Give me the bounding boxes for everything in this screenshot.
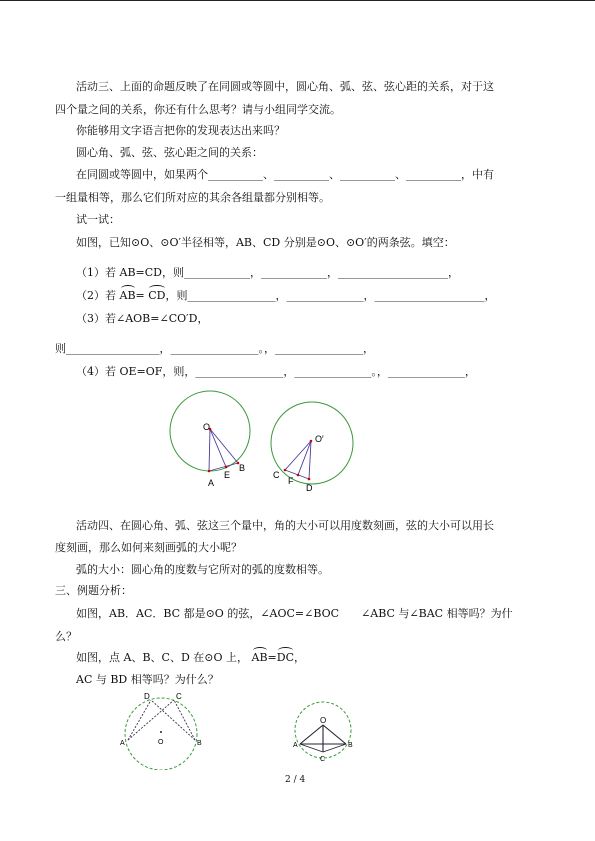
label-f: F: [288, 476, 294, 486]
try-intro: 如图，已知⊙O、⊙O′半径相等，AB、CD 分别是⊙O、⊙O′的两条弦。填空：: [76, 236, 455, 249]
page-top-border: [0, 0, 595, 1]
label-b-example: B: [197, 740, 202, 747]
activity4-line2: 度刻画，那么如何来刻画弧的大小呢？: [55, 541, 242, 554]
chord-ac: [128, 700, 174, 740]
example2-question: AC 与 BD 相等吗？为什么？: [76, 673, 219, 686]
label-d-example: D: [144, 692, 150, 701]
label-a-right: A: [293, 742, 298, 749]
chord-bc-right: [323, 744, 346, 752]
arc-ab: AB: [119, 289, 136, 302]
label-c-example: C: [176, 692, 182, 701]
arc-size-statement: 弧的大小：圆心角的度数与它所对的弧的度数相等。: [76, 563, 329, 576]
example-center-left: [160, 731, 162, 733]
try-item-3: （3）若∠AOB=∠CO′D，: [76, 312, 209, 325]
label-o: O: [203, 422, 211, 432]
radius-oa: [300, 725, 323, 744]
arc-cd: CD: [148, 289, 166, 302]
try-item-2: [76, 289, 496, 303]
example2-eq: =: [267, 651, 277, 664]
try-item-4: （4）若 OE=OF，则，________________，______________。，______________，: [76, 365, 476, 378]
try-heading: 试一试：: [76, 213, 120, 226]
figure-two-circles: [160, 385, 370, 500]
point-e: [225, 466, 228, 469]
segment-oa: [209, 429, 210, 471]
point-f: [297, 474, 300, 477]
activity3-question: 你能够用文字语言把你的发现表达出来吗？: [76, 124, 285, 137]
label-a-example: A: [120, 740, 125, 747]
example2-prefix: 如图，点 A、B、C、D 在⊙O 上，: [76, 651, 248, 664]
example2-line1: [76, 651, 305, 665]
point-d: [308, 478, 311, 481]
segment-ob: [210, 429, 238, 463]
activity3-line1: 活动三、上面的命题反映了在同圆或等圆中，圆心角、弧、弦、弦心距的关系，对于这: [76, 80, 494, 93]
examples-heading: 三、例题分析：: [55, 584, 132, 597]
label-e: E: [224, 470, 231, 480]
chord-ac-right: [300, 744, 323, 752]
try-item-2-prefix: （2）若: [76, 289, 120, 302]
circle-o-prime: [271, 402, 353, 484]
try-item-1: （1）若 AB=CD，则____________，____________，____________________，: [76, 266, 459, 279]
label-o-prime: O′: [315, 434, 324, 444]
chord-bd: [151, 700, 195, 740]
figure-example-circles: [115, 688, 365, 770]
label-d: D: [306, 483, 313, 493]
label-b: B: [239, 463, 246, 473]
activity4-line1: 活动四、在圆心角、弧、弦这三个量中，角的大小可以用度数刻画，弦的大小可以用长: [76, 519, 494, 532]
relation-statement-line1: 在同圆或等圆中，如果两个__________、__________、__________、__________，中有: [76, 168, 494, 181]
relation-statement-line2: 一组量相等，那么它们所对应的其余各组量都分别相等。: [55, 191, 330, 204]
try-item-3-fill: 则_________________，________________。，________________，: [55, 342, 374, 355]
page-number: 2 / 4: [285, 775, 306, 785]
point-o-prime: [310, 440, 313, 443]
chord-ad: [128, 700, 151, 740]
arc-dc-example: DC: [276, 651, 294, 664]
arc-ab-example: AB: [251, 651, 268, 664]
segment-oe: [210, 429, 226, 467]
label-o-right: O: [320, 716, 327, 725]
radius-ob: [323, 725, 346, 744]
label-o-example: O: [158, 739, 164, 746]
point-c: [284, 469, 287, 472]
relation-heading: 圆心角、弧、弦、弦心距之间的关系：: [76, 146, 263, 159]
example2-suffix: ，: [294, 651, 305, 664]
try-item-2-eq: =: [135, 289, 149, 302]
label-c-right: C: [320, 756, 326, 763]
point-a: [208, 470, 211, 473]
label-c: C: [273, 470, 280, 480]
label-a: A: [208, 478, 215, 488]
example1-line2: 么？: [55, 630, 77, 643]
segment-oc: [285, 441, 311, 470]
example1-line1: 如图，AB．AC．BC 都是⊙O 的弦，∠AOC=∠BOC ∠ABC 与∠BAC 相等吗？为什: [76, 607, 513, 620]
label-b-right: B: [348, 742, 353, 749]
activity3-line2: 四个量之间的关系，你还有什么思考？请与小组同学交流。: [55, 103, 341, 116]
try-item-2-suffix: ，则________________，______________，____________________，: [165, 289, 496, 302]
chord-bc: [174, 700, 195, 740]
